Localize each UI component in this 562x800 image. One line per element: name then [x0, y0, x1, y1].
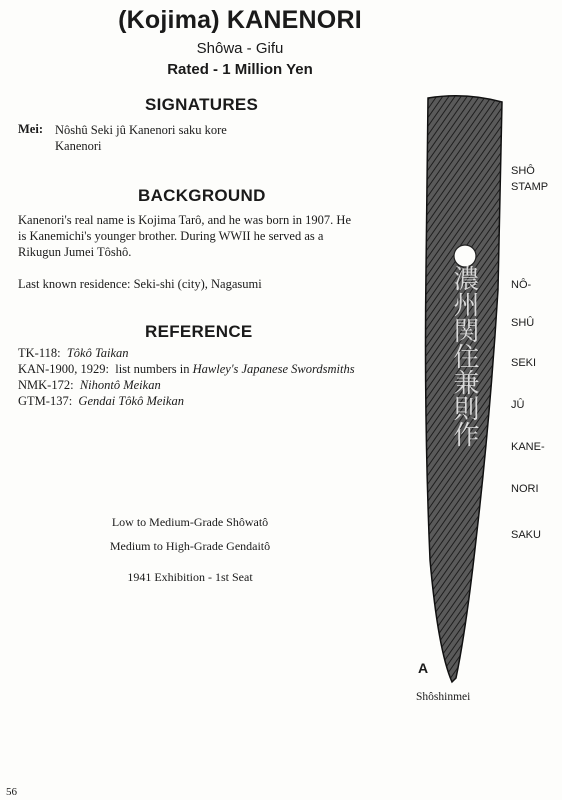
reference-title: Gendai Tôkô Meikan [78, 394, 184, 408]
mei-text [55, 122, 285, 154]
blade-label: JÛ [511, 399, 525, 411]
blade-label: SHÛ [511, 317, 535, 329]
mei-line-2: Kanenori [55, 139, 102, 153]
exhibition: 1941 Exhibition - 1st Seat [127, 570, 253, 584]
reference-code: TK-118: [18, 346, 61, 360]
grade-showato: Low to Medium-Grade Shôwatô [111, 515, 269, 529]
blade-label: SEKI [511, 357, 537, 369]
reference-item [18, 345, 398, 361]
blade-label: NÔ- [511, 279, 532, 291]
mei-label: Mei: [18, 122, 43, 136]
mei-line-1: Nôshû Seki jû Kanenori saku kore [55, 123, 227, 137]
figure-caption: Shôshinmei [416, 691, 471, 703]
figure-letter: A [418, 660, 429, 676]
reference-item [18, 393, 398, 409]
blade-label: SHÔ [511, 165, 535, 177]
grade-gendaito: Medium to High-Grade Gendaitô [109, 539, 271, 553]
reference-code: NMK-172: [18, 378, 74, 392]
reference-title: Hawley's Japanese Swordsmiths [192, 362, 355, 376]
rating: Rated - 1 Million Yen [167, 61, 313, 78]
reference-text: list numbers in [115, 362, 190, 376]
blade-label: SAKU [511, 529, 541, 541]
page-title: (Kojima) KANENORI [118, 6, 362, 34]
reference-heading: REFERENCE [145, 322, 253, 341]
blade-label: KANE- [511, 441, 545, 453]
background-line-1: Kanenori's real name is Kojima Tarô, and he was born in 1907. He [18, 213, 352, 227]
reference-code: KAN-1900, 1929: [18, 362, 109, 376]
reference-item [18, 361, 398, 377]
reference-item [18, 377, 398, 393]
background-heading: BACKGROUND [138, 186, 266, 205]
last-residence: Last known residence: Seki-shi (city), Nagasumi [18, 277, 262, 291]
kanji-inscription: 濃州関住兼則作 [449, 265, 479, 447]
page-number: 56 [6, 786, 17, 798]
background-paragraph [18, 212, 393, 260]
blade-label: NORI [511, 483, 539, 495]
background-line-2: is Kanemichi's younger brother. During WWII he served as a [18, 229, 324, 243]
blade-label: STAMP [511, 181, 549, 193]
reference-code: GTM-137: [18, 394, 73, 408]
era-location: Shôwa - Gifu [196, 40, 284, 57]
reference-title: Nihontô Meikan [79, 378, 161, 392]
reference-list [18, 345, 398, 409]
background-line-3: Rikugun Jumei Tôshô. [18, 245, 132, 259]
reference-title: Tôkô Taikan [66, 346, 129, 360]
signatures-heading: SIGNATURES [145, 95, 259, 114]
